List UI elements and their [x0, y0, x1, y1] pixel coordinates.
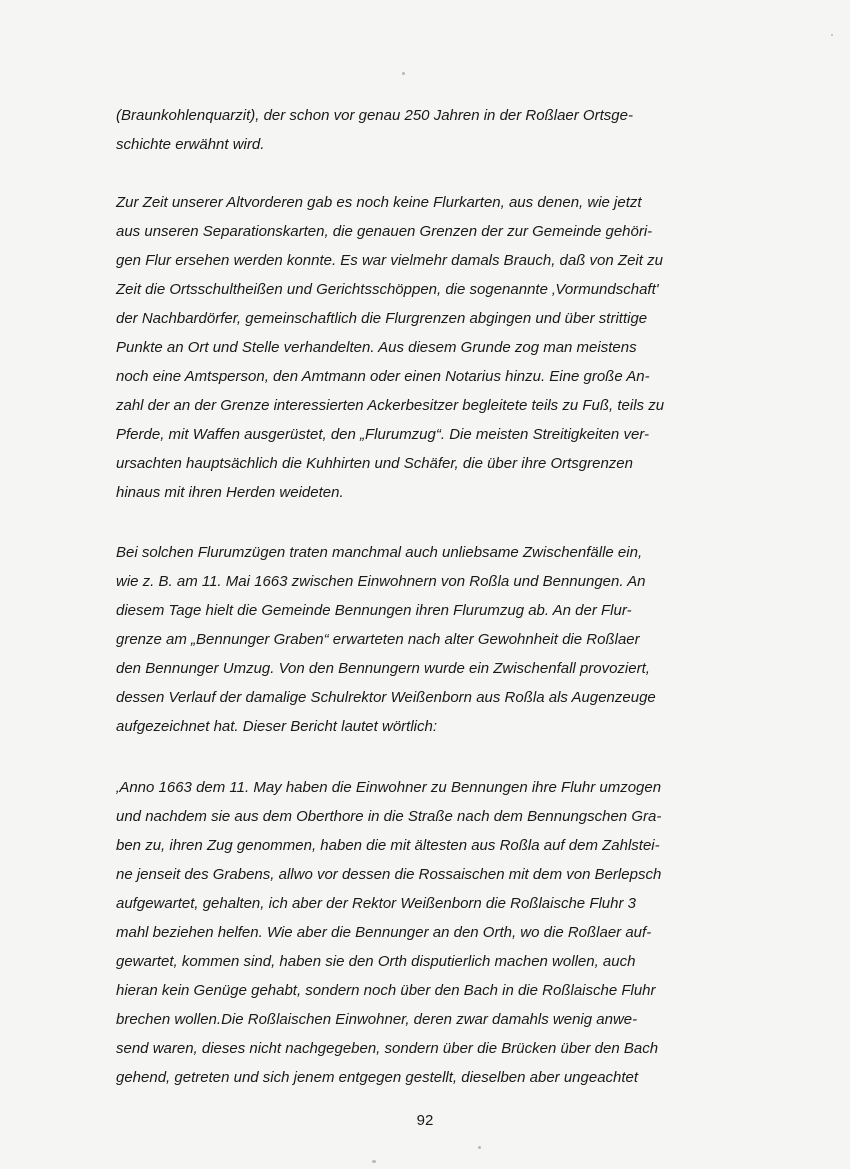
text-line: dessen Verlauf der damalige Schulrektor Weißenborn aus Roßla als Augenzeuge: [116, 689, 656, 706]
text-line: ben zu, ihren Zug genommen, haben die mit ältesten aus Roßla auf dem Zahlstei-: [116, 837, 660, 854]
text-line: (Braunkohlenquarzit), der schon vor genau 250 Jahren in der Roßlaer Ortsge-: [116, 107, 633, 124]
scan-speck: [402, 72, 405, 75]
text-line: Zur Zeit unserer Altvorderen gab es noch keine Flurkarten, aus denen, wie jetzt: [116, 194, 642, 211]
text-line: Pferde, mit Waffen ausgerüstet, den „Flurumzug“. Die meisten Streitigkeiten ver-: [116, 426, 650, 443]
text-line: hieran kein Genüge gehabt, sondern noch über den Bach in die Roßlaische Fluhr: [116, 982, 656, 999]
text-line: Punkte an Ort und Stelle verhandelten. Aus diesem Grunde zog man meistens: [116, 339, 637, 356]
text-line: Zeit die Ortsschultheißen und Gerichtsschöppen, die sogenannte ‚Vormundschaft': [116, 281, 659, 298]
paragraph-1: [116, 101, 728, 159]
text-line: Bei solchen Flurumzügen traten manchmal auch unliebsame Zwischenfälle ein,: [116, 544, 643, 561]
text-line: und nachdem sie aus dem Oberthore in die Straße nach dem Bennungschen Gra-: [116, 808, 662, 825]
text-line: gehend, getreten und sich jenem entgegen gestellt, dieselben aber ungeachtet: [116, 1069, 639, 1086]
paragraph-4: [116, 773, 728, 1092]
text-line: aufgewartet, gehalten, ich aber der Rektor Weißenborn die Roßlaische Fluhr 3: [116, 895, 636, 912]
text-line: gewartet, kommen sind, haben sie den Orth disputierlich machen wollen, auch: [116, 953, 636, 970]
text-line: gen Flur ersehen werden konnte. Es war vielmehr damals Brauch, daß von Zeit zu: [116, 252, 663, 269]
text-line: hinaus mit ihren Herden weideten.: [116, 484, 344, 501]
text-line: den Bennunger Umzug. Von den Bennungern wurde ein Zwischenfall provoziert,: [116, 660, 650, 677]
text-line: ne jenseit des Grabens, allwo vor dessen die Rossaischen mit dem von Berlepsch: [116, 866, 662, 883]
scan-speck: [478, 1146, 481, 1149]
text-line: wie z. B. am 11. Mai 1663 zwischen Einwohnern von Roßla und Bennungen. An: [116, 573, 646, 590]
scan-speck: [372, 1160, 376, 1163]
text-line: schichte erwähnt wird.: [116, 136, 265, 153]
text-line: ‚Anno 1663 dem 11. May haben die Einwohner zu Bennungen ihre Fluhr umzogen: [116, 779, 662, 796]
text-line: brechen wollen.Die Roßlaischen Einwohner, deren zwar damahls wenig anwe-: [116, 1011, 638, 1028]
text-line: noch eine Amtsperson, den Amtmann oder einen Notarius hinzu. Eine große An-: [116, 368, 650, 385]
text-line: grenze am „Bennunger Graben“ erwarteten nach alter Gewohnheit die Roßlaer: [116, 631, 640, 648]
paragraph-2: [116, 188, 728, 507]
text-line: der Nachbardörfer, gemeinschaftlich die Flurgrenzen abgingen und über strittige: [116, 310, 648, 327]
text-line: aufgezeichnet hat. Dieser Bericht lautet wörtlich:: [116, 718, 437, 735]
text-line: send waren, dieses nicht nachgegeben, sondern über die Brücken über den Bach: [116, 1040, 659, 1057]
paragraph-3: [116, 538, 728, 741]
scan-speck: [831, 34, 833, 36]
text-line: aus unseren Separationskarten, die genauen Grenzen der zur Gemeinde gehöri-: [116, 223, 653, 240]
text-line: ursachten hauptsächlich die Kuhhirten und Schäfer, die über ihre Ortsgrenzen: [116, 455, 633, 472]
text-line: zahl der an der Grenze interessierten Ackerbesitzer begleitete teils zu Fuß, teils zu: [116, 397, 665, 414]
page-number: 92: [416, 1112, 434, 1129]
text-line: mahl beziehen helfen. Wie aber die Bennunger an den Orth, wo die Roßlaer auf-: [116, 924, 652, 941]
text-line: diesem Tage hielt die Gemeinde Bennungen ihren Flurumzug ab. An der Flur-: [116, 602, 632, 619]
